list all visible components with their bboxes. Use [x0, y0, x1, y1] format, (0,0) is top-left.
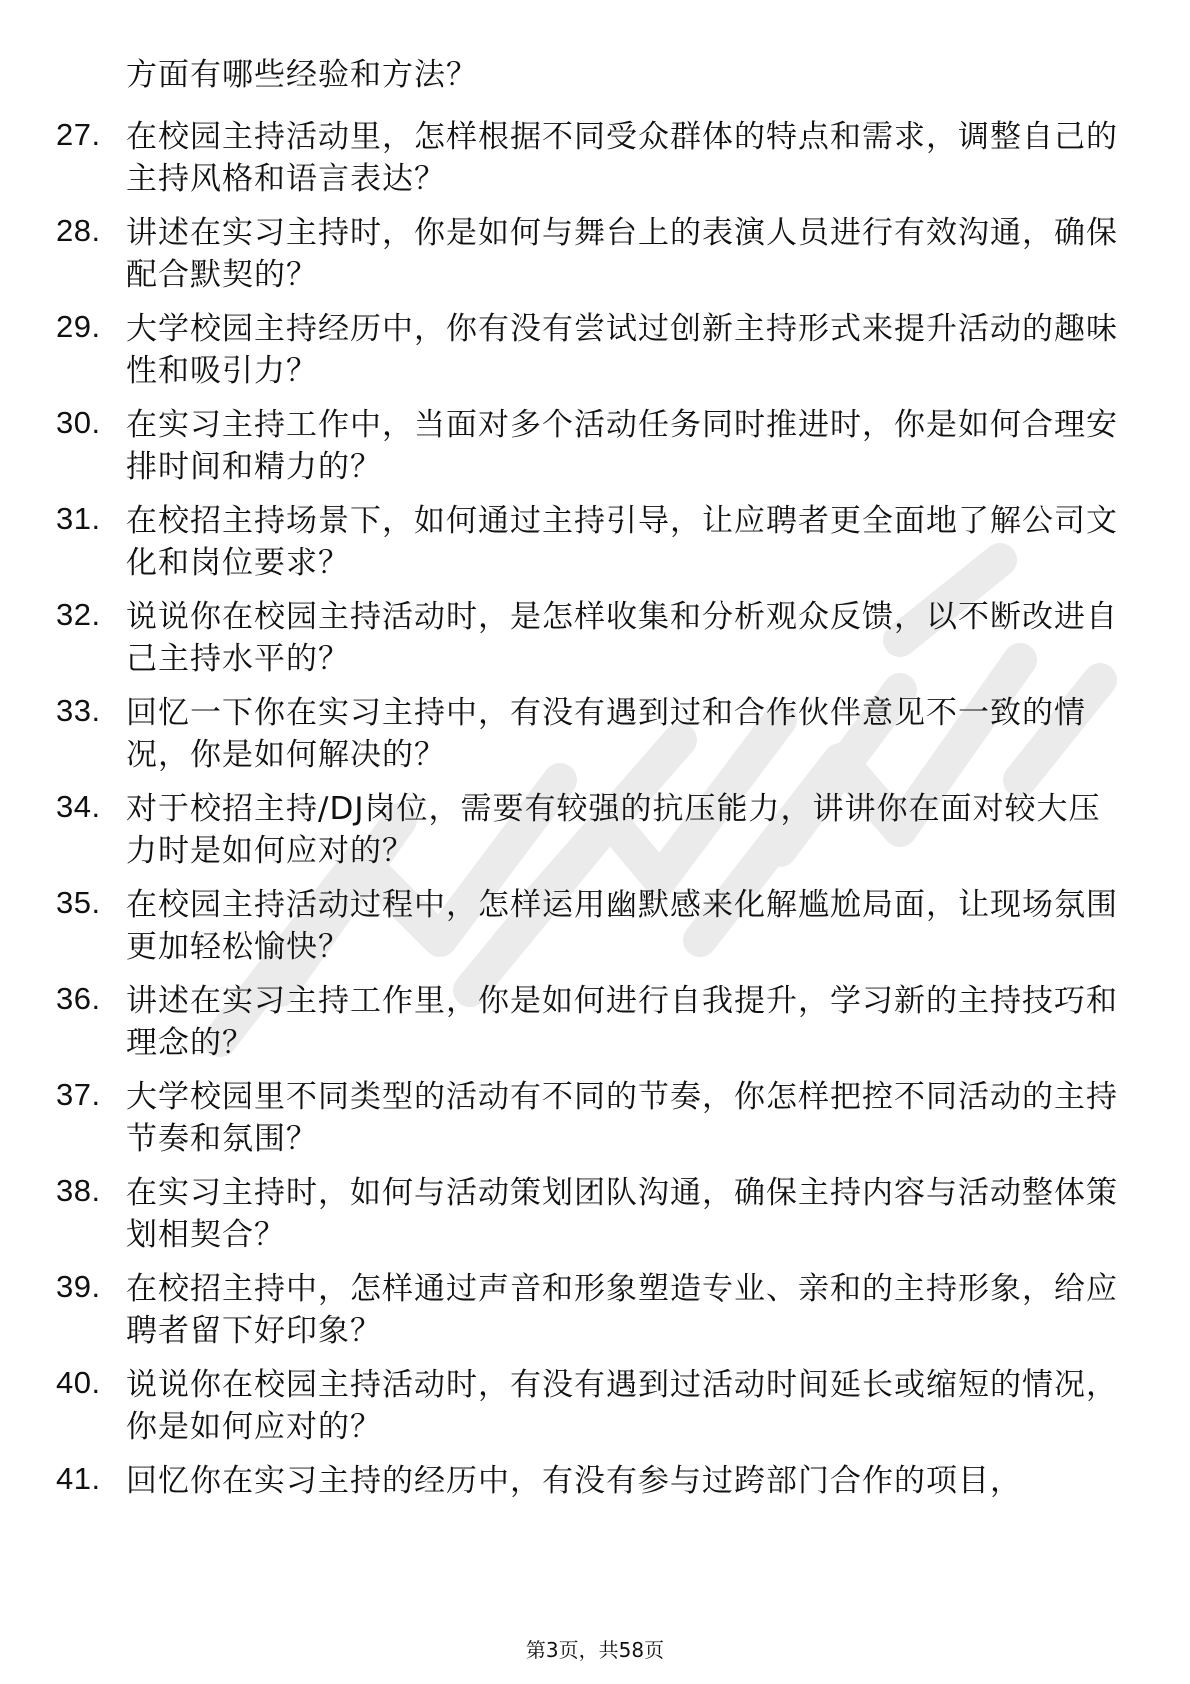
list-item: [0, 1358, 1190, 1454]
list-item: [0, 1166, 1190, 1262]
question-number: 30.: [56, 405, 101, 440]
list-item: [0, 878, 1190, 974]
question-list: [0, 48, 1190, 1550]
question-number: 32.: [56, 597, 101, 632]
question-number: 33.: [56, 693, 101, 728]
question-text: 在实习主持工作中，当面对多个活动任务同时推进时，你是如何合理安排时间和精力的？: [126, 407, 1118, 485]
question-text: 在校园主持活动过程中，怎样运用幽默感来化解尴尬局面，让现场氛围更加轻松愉快？: [126, 887, 1118, 965]
list-item-continuation: [0, 48, 1190, 110]
question-text: 回忆一下你在实习主持中，有没有遇到过和合作伙伴意见不一致的情况，你是如何解决的？: [126, 695, 1086, 773]
question-text: 讲述在实习主持工作里，你是如何进行自我提升，学习新的主持技巧和理念的？: [126, 983, 1118, 1061]
question-number: 38.: [56, 1173, 101, 1208]
page-footer: 第3页，共58页: [525, 1638, 665, 1662]
question-number: 34.: [56, 789, 101, 824]
question-number: 31.: [56, 501, 101, 536]
question-number: 40.: [56, 1365, 101, 1400]
question-number: 37.: [56, 1077, 101, 1112]
list-item: [0, 1454, 1190, 1550]
list-item: [0, 686, 1190, 782]
question-number: 35.: [56, 885, 101, 920]
list-item: [0, 398, 1190, 494]
question-text: 在校招主持场景下，如何通过主持引导，让应聘者更全面地了解公司文化和岗位要求？: [126, 503, 1118, 581]
question-number: 39.: [56, 1269, 101, 1304]
question-text: 在校园主持活动里，怎样根据不同受众群体的特点和需求，调整自己的主持风格和语言表达？: [126, 119, 1118, 197]
list-item: [0, 206, 1190, 302]
list-item: [0, 1070, 1190, 1166]
question-text: 回忆你在实习主持的经历中，有没有参与过跨部门合作的项目，: [126, 1463, 1022, 1499]
question-text: 大学校园主持经历中，你有没有尝试过创新主持形式来提升活动的趣味性和吸引力？: [126, 311, 1118, 389]
list-item: [0, 590, 1190, 686]
question-text: 说说你在校园主持活动时，是怎样收集和分析观众反馈，以不断改进自己主持水平的？: [126, 599, 1118, 677]
list-item: [0, 302, 1190, 398]
question-text: 在实习主持时，如何与活动策划团队沟通，确保主持内容与活动整体策划相契合？: [126, 1175, 1118, 1253]
list-item: [0, 1262, 1190, 1358]
question-text: 讲述在实习主持时，你是如何与舞台上的表演人员进行有效沟通，确保配合默契的？: [126, 215, 1118, 293]
list-item: [0, 782, 1190, 878]
question-text: 大学校园里不同类型的活动有不同的节奏，你怎样把控不同活动的主持节奏和氛围？: [126, 1079, 1118, 1157]
question-number: 28.: [56, 213, 101, 248]
list-item: [0, 494, 1190, 590]
question-number: 29.: [56, 309, 101, 344]
question-number: 27.: [56, 117, 101, 152]
list-item: [0, 110, 1190, 206]
question-number: 41.: [56, 1461, 101, 1496]
question-number: 36.: [56, 981, 101, 1016]
list-item: [0, 974, 1190, 1070]
question-text: 对于校招主持/DJ岗位，需要有较强的抗压能力，讲讲你在面对较大压力时是如何应对的？: [126, 791, 1101, 869]
question-text: 方面有哪些经验和方法？: [126, 57, 478, 93]
question-text: 在校招主持中，怎样通过声音和形象塑造专业、亲和的主持形象，给应聘者留下好印象？: [126, 1271, 1118, 1349]
question-text: 说说你在校园主持活动时，有没有遇到过活动时间延长或缩短的情况，你是如何应对的？: [126, 1367, 1118, 1445]
